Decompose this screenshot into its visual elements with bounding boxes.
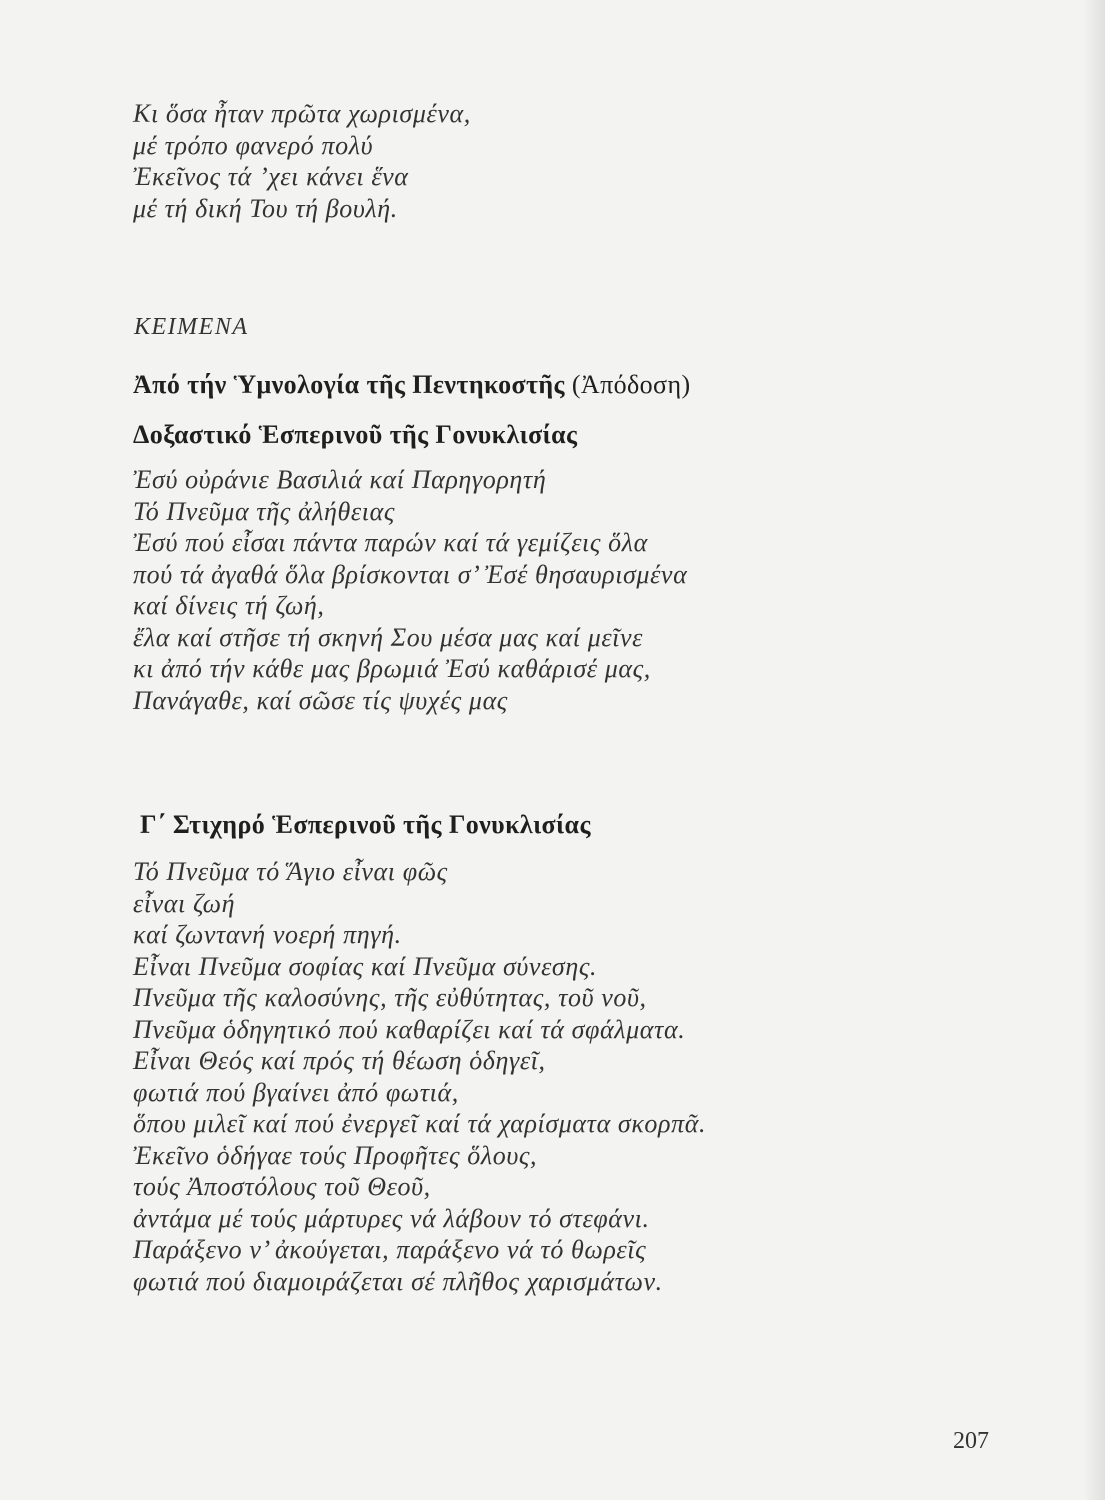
section-label: ΚΕΙΜΕΝΑ: [134, 314, 249, 340]
hymn-line: Παράξενο ν’ ἀκούγεται, παράξενο νά τό θωρεῖς: [133, 1235, 647, 1264]
hymn-line: φωτιά πού διαμοιράζεται σέ πλῆθος χαρισμάτων.: [133, 1266, 663, 1296]
hymn-line: φωτιά πού βγαίνει ἀπό φωτιά,: [133, 1077, 459, 1107]
hymn-line: Τό Πνεῦμα τῆς ἀλήθειας: [133, 496, 395, 526]
hymn-line: Ἐκεῖνο ὁδήγαε τούς Προφῆτες ὅλους,: [133, 1140, 538, 1170]
hymn-line: Ἐσύ οὐράνιε Βασιλιά καί Παρηγορητή: [133, 465, 547, 494]
hymn-line: Πνεῦμα ὁδηγητικό πού καθαρίζει καί τά σφάλματα.: [133, 1014, 686, 1044]
hymn-line: ἀντάμα μέ τούς μάρτυρες νά λάβουν τό στεφάνι.: [133, 1203, 650, 1233]
doxastiko-body: [133, 464, 687, 716]
hymn-line: ἔλα καί στῆσε τή σκηνή Σου μέσα μας καί μεῖνε: [133, 622, 643, 652]
page-number: 207: [953, 1428, 989, 1454]
source-heading: [133, 370, 691, 400]
stanza-line: μέ τρόπο φανερό πολύ: [133, 130, 374, 160]
page-edge-shadow: [1083, 0, 1105, 1500]
hymn-line: κι ἀπό τήν κάθε μας βρωμιά Ἐσύ καθάρισέ μας,: [133, 654, 651, 683]
stichiro-title: Γ΄ Στιχηρό Ἑσπερινοῦ τῆς Γονυκλισίας: [140, 810, 591, 839]
top-stanza: [133, 98, 471, 224]
hymn-line: ὅπου μιλεῖ καί πού ἐνεργεῖ καί τά χαρίσματα σκορπᾶ.: [133, 1109, 707, 1138]
stanza-line: μέ τή δική Του τή βουλή.: [133, 193, 398, 223]
hymn-line: Πνεῦμα τῆς καλοσύνης, τῆς εὐθύτητας, τοῦ νοῦ,: [133, 983, 647, 1012]
source-heading-title: Ἀπό τήν Ὑμνολογία τῆς Πεντηκοστῆς: [133, 370, 565, 399]
hymn-line: καί δίνεις τή ζωή,: [133, 591, 325, 620]
hymn-line: καί ζωντανή νοερή πηγή.: [133, 920, 402, 949]
hymn-line: τούς Ἀποστόλους τοῦ Θεοῦ,: [133, 1172, 431, 1201]
source-heading-note: (Ἀπόδοση): [571, 370, 691, 399]
stichiro-body: [133, 856, 706, 1297]
stanza-line: Κι ὅσα ἦταν πρῶτα χωρισμένα,: [133, 99, 471, 128]
hymn-line: εἶναι ζωή: [133, 888, 236, 918]
stanza-line: Ἐκεῖνος τά ’χει κάνει ἕνα: [133, 162, 409, 191]
hymn-line: Ἐσύ πού εἶσαι πάντα παρών καί τά γεμίζεις ὅλα: [133, 528, 648, 557]
hymn-line: πού τά ἀγαθά ὅλα βρίσκονται σ’ Ἐσέ θησαυρισμένα: [133, 559, 688, 589]
hymn-line: Εἶναι Πνεῦμα σοφίας καί Πνεῦμα σύνεσης.: [133, 951, 598, 981]
doxastiko-title: Δοξαστικό Ἑσπερινοῦ τῆς Γονυκλισίας: [133, 420, 578, 449]
hymn-line: Εἶναι Θεός καί πρός τή θέωση ὁδηγεῖ,: [133, 1046, 546, 1075]
hymn-line: Τό Πνεῦμα τό Ἅγιο εἶναι φῶς: [133, 857, 448, 886]
hymn-line: Πανάγαθε, καί σῶσε τίς ψυχές μας: [133, 685, 508, 715]
